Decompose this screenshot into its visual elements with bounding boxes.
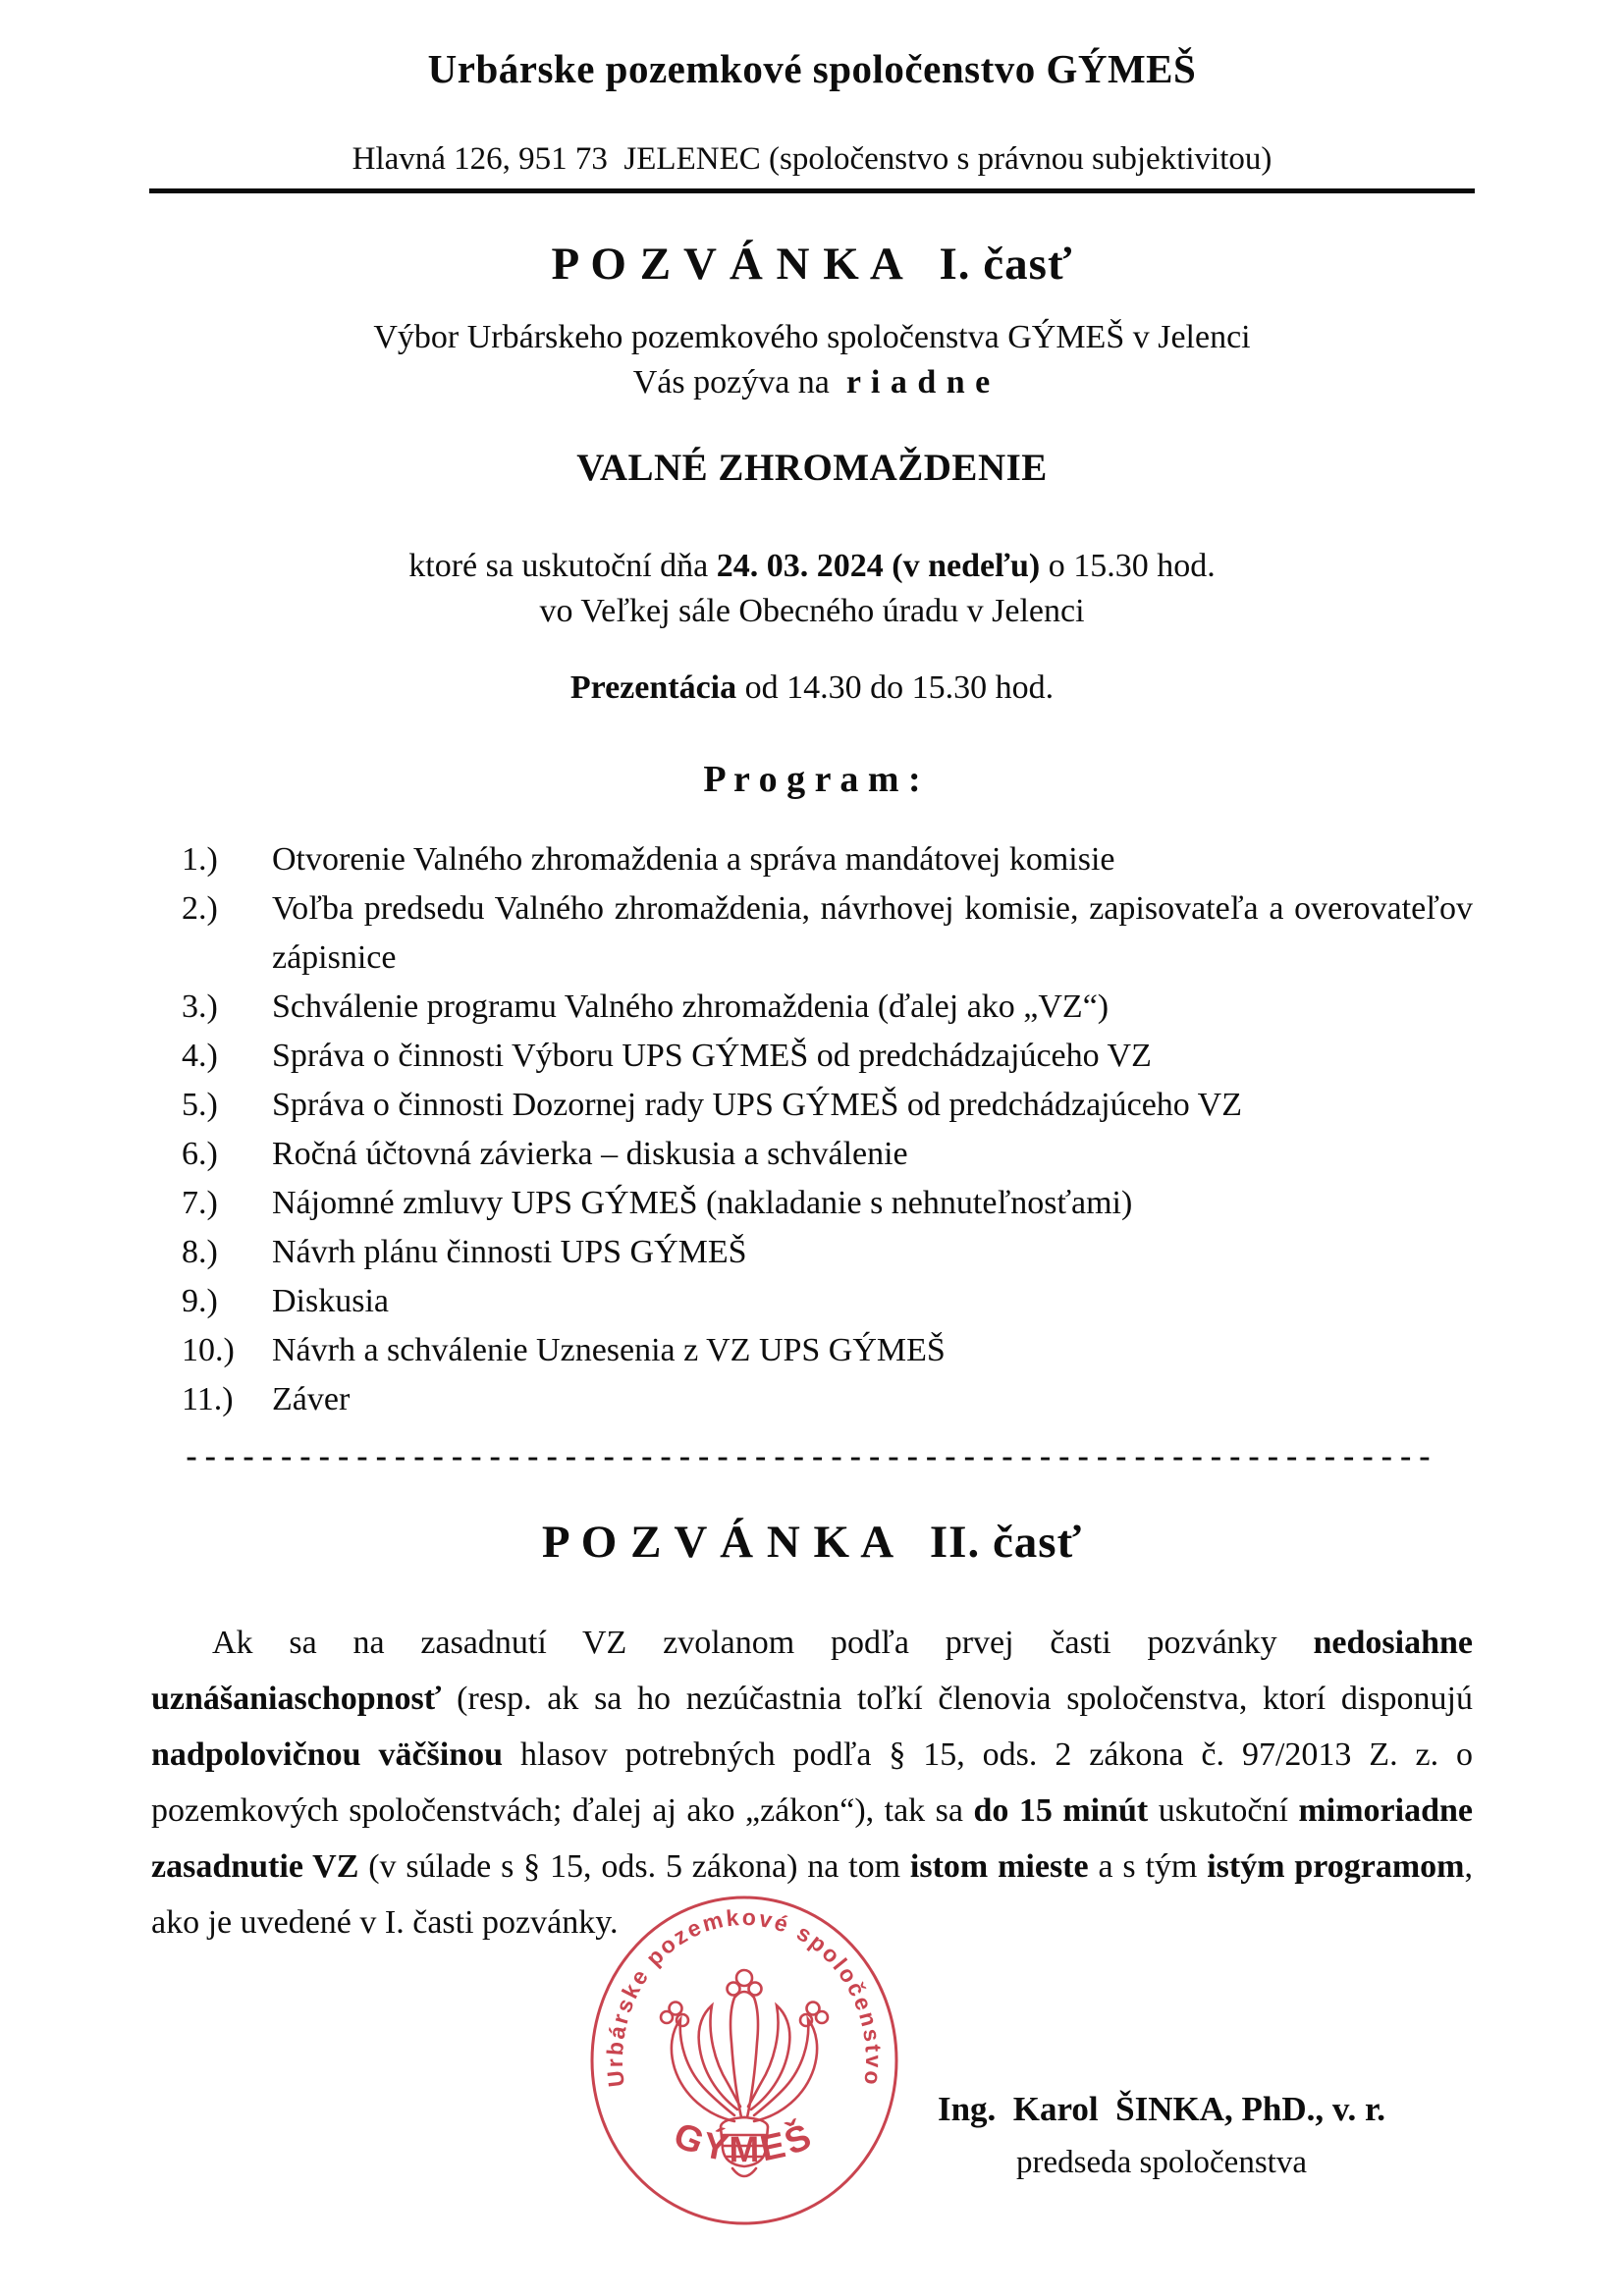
program-item: [0, 1032, 1624, 1081]
presentation-emphasis: Prezentácia: [569, 669, 737, 706]
program-item: [0, 1179, 1624, 1228]
paragraph-segment: Ak sa na zasadnutí VZ zvolanom podľa prvej časti pozvánky: [212, 1625, 1314, 1661]
part2-title: P O Z V Á N K A II. časť: [541, 1517, 1083, 1568]
program-item-number: 9.): [182, 1283, 218, 1319]
program-item: [0, 1228, 1624, 1277]
signature-block: [889, 2088, 1435, 2182]
stamp-arc-text: Urbárske pozemkové spoločenstvo: [601, 1903, 888, 2089]
program-item-number: 10.): [182, 1332, 235, 1368]
meeting-date-line: [0, 545, 1624, 588]
program-item-text: Návrh plánu činnosti UPS GÝMEŠ: [272, 1234, 747, 1270]
program-item-text: Nájomné zmluvy UPS GÝMEŠ (nakladanie s nehnuteľnosťami): [272, 1185, 1133, 1221]
paragraph-segment: istým programom: [1207, 1848, 1465, 1885]
program-item-number: 7.): [182, 1185, 218, 1221]
program-item: [0, 1375, 1624, 1424]
dashed-divider: ------------------------------------------------------------------: [186, 1438, 1438, 1474]
paragraph-segment: (resp. ak sa ho nezúčastnia toľkí členovia spoločenstva, ktorí disponujú: [441, 1681, 1473, 1717]
header-rule: [149, 188, 1475, 193]
paragraph-segment: hlasov potrebných podľa § 15, ods. 2 zákona č. 97/2013 Z. z. o pozemkových spoločenstvách; ďalej aj ako „zákon“), tak sa: [151, 1736, 1473, 1829]
presentation-post: od 14.30 do 15.30 hod.: [736, 669, 1055, 706]
program-item-number: 2.): [182, 890, 218, 927]
paragraph-segment: istom mieste: [909, 1848, 1089, 1885]
paragraph-segment: do 15 minút: [973, 1792, 1149, 1829]
program-item: [0, 835, 1624, 884]
program-item-number: 11.): [182, 1381, 234, 1417]
program-list: [0, 835, 1624, 1424]
invite-line2-emphasis: r i a d n e: [845, 364, 992, 400]
organization-address: Hlavná 126, 951 73 JELENEC (spoločenstvo s právnou subjektivitou): [352, 141, 1272, 177]
program-item-number: 3.): [182, 988, 218, 1025]
program-item-number: 4.): [182, 1038, 218, 1074]
signer-role: predseda spoločenstva: [1016, 2145, 1307, 2180]
organization-stamp: [587, 1894, 901, 2227]
program-item-text: Diskusia: [272, 1283, 389, 1319]
meeting-venue: vo Veľkej sále Obecného úradu v Jelenci: [539, 593, 1085, 629]
program-item: [0, 1130, 1624, 1179]
part1-title: P O Z V Á N K A I. časť: [551, 239, 1073, 290]
program-item-text: Ročná účtovná závierka – diskusia a schválenie: [272, 1136, 908, 1172]
date-emphasis: 24. 03. 2024 (v nedeľu): [716, 548, 1041, 584]
program-item: [0, 983, 1624, 1032]
program-item-number: 6.): [182, 1136, 218, 1172]
program-item-text: Správa o činnosti Výboru UPS GÝMEŠ od predchádzajúceho VZ: [272, 1038, 1152, 1074]
paragraph-segment: nedosiahne uznášaniaschopnosť: [151, 1625, 1473, 1717]
signature-row: [0, 1903, 1624, 2274]
signer-name: Ing. Karol ŠINKA, PhD., v. r.: [937, 2090, 1386, 2128]
program-item: [0, 1277, 1624, 1326]
invite-line2: [0, 362, 1624, 403]
program-item: [0, 884, 1624, 983]
program-item-text: Správa o činnosti Dozornej rady UPS GÝMEŠ od predchádzajúceho VZ: [272, 1087, 1242, 1123]
paragraph-segment: a s tým: [1088, 1848, 1208, 1885]
organization-name: Urbárske pozemkové spoločenstvo GÝMEŠ: [427, 46, 1197, 91]
invite-line2-pre: Vás pozýva na: [632, 364, 846, 400]
date-post: o 15.30 hod.: [1040, 548, 1216, 584]
program-item-text: Otvorenie Valného zhromaždenia a správa mandátovej komisie: [272, 841, 1115, 878]
program-item: [0, 1326, 1624, 1375]
invite-line1: Výbor Urbárskeho pozemkového spoločenstva GÝMEŠ v Jelenci: [373, 319, 1251, 355]
program-heading: P r o g r a m :: [703, 759, 921, 800]
paragraph-segment: mimoriadne zasadnutie VZ: [151, 1792, 1473, 1885]
program-item-text: Návrh a schválenie Uznesenia z VZ UPS GÝMEŠ: [272, 1332, 946, 1368]
date-pre: ktoré sa uskutoční dňa: [408, 548, 717, 584]
program-item-text: Voľba predsedu Valného zhromaždenia, návrhovej komisie, zapisovateľa a overovateľov zápisnice: [272, 890, 1473, 976]
program-item-text: Schválenie programu Valného zhromaždenia (ďalej ako „VZ“): [272, 988, 1110, 1025]
paragraph-segment: uskutoční: [1148, 1792, 1299, 1829]
stamp-outer-ring: [592, 1897, 896, 2223]
paragraph-segment: (v súlade s § 15, ods. 5 zákona) na tom: [358, 1848, 910, 1885]
program-item-number: 5.): [182, 1087, 218, 1123]
program-item-number: 1.): [182, 841, 218, 878]
presentation-line: [0, 667, 1624, 710]
meeting-title: VALNÉ ZHROMAŽDENIE: [576, 447, 1048, 489]
stamp-bottom-text: GÝMEŠ: [668, 2114, 821, 2170]
paragraph-segment: , ako je uvedené v I. časti pozvánky.: [151, 1848, 1474, 1941]
program-item: [0, 1081, 1624, 1130]
paragraph-segment: nadpolovičnou väčšinou: [151, 1736, 504, 1773]
program-item-text: Záver: [272, 1381, 351, 1417]
program-item-number: 8.): [182, 1234, 218, 1270]
